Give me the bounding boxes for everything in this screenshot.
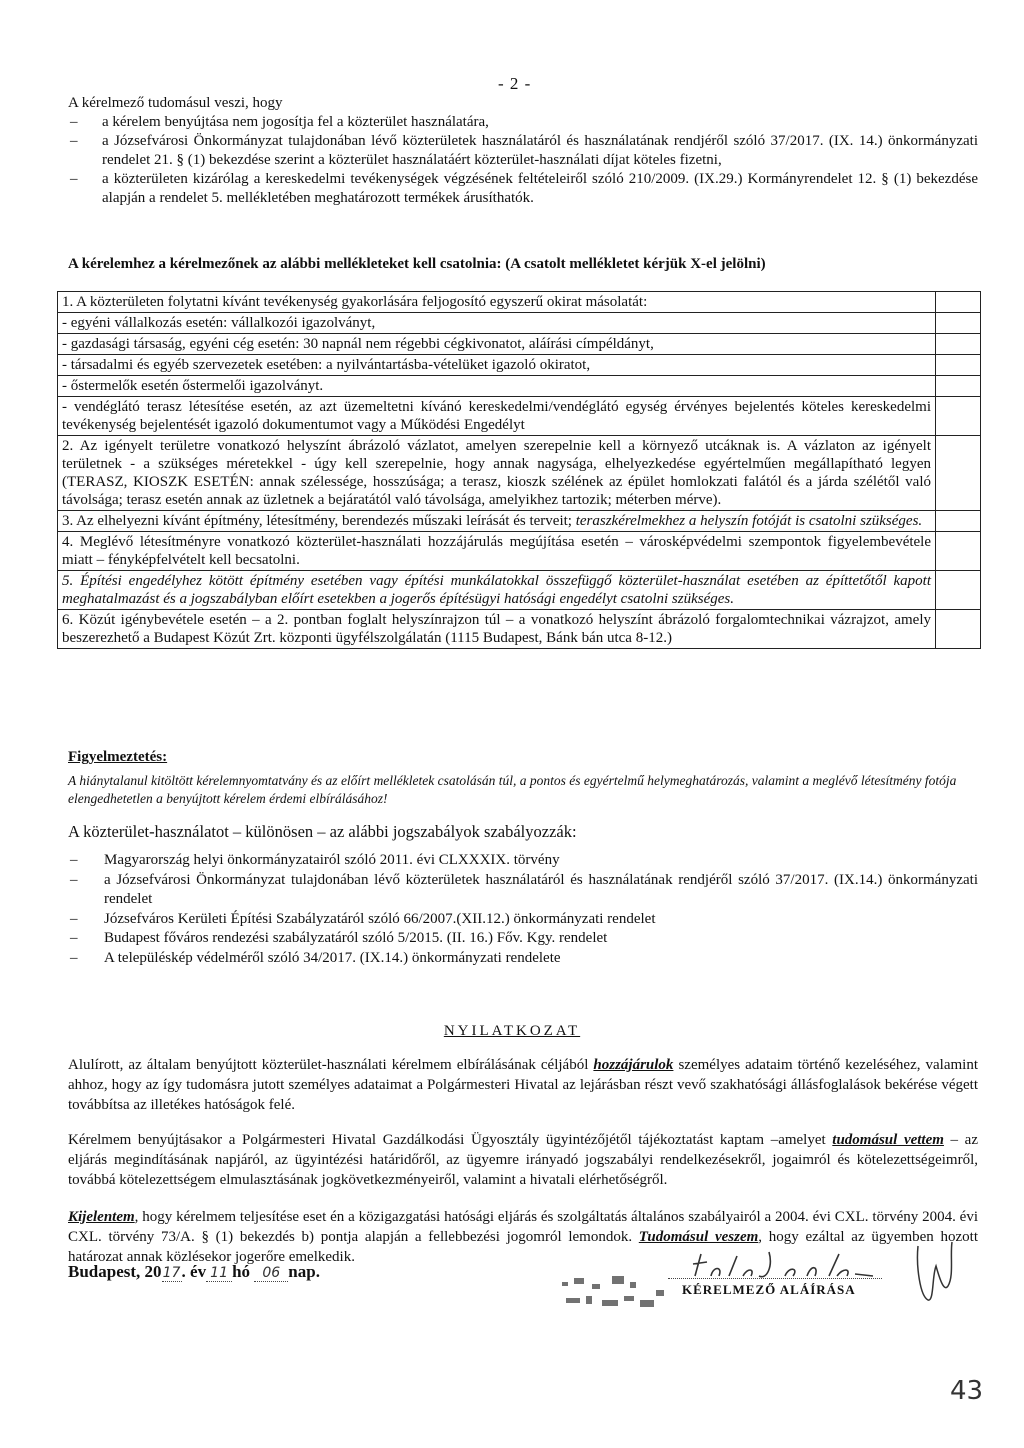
intro-item: – a közterületen kizárólag a kereskedelmi tevékenységek végzésének feltételeiről szóló 210/2009. (IX.29.) Kormányrendelet 12. § (1) bekezdése alapján a rendelet 5. mellékletében meghatározott termékek árusíthatók.	[70, 171, 978, 206]
attachment-checkbox[interactable]	[936, 397, 981, 436]
table-row	[58, 292, 981, 313]
consent-emphasis: hozzájárulok	[593, 1057, 674, 1073]
attachment-text: 6. Közút igénybevétele esetén – a 2. pontban foglalt helyszínrajzon túl – a vonatkozó helyszínt ábrázoló forgalomtechnikai vázrajzot, amely beszerezhető a Budapest Közút Zrt. központi ügyfélszolgálatán (1115 Budapest, Bánk bán utca 8-12.)	[58, 610, 936, 649]
acknowledge-emphasis: Tudomásul veszem	[638, 1229, 759, 1245]
attachments-heading: A kérelemhez a kérelmezőnek az alábbi mellékleteket kell csatolnia: (A csatolt mellékletet kérjük X-el jelölni)	[68, 256, 766, 272]
attachment-text: - vendéglátó terasz létesítése esetén, az azt üzemeltetni kívánó kereskedelmi/vendéglátó egység érvényes bejelentés köteles kereskedelmi tevékenység bejelentését igazoló dokumentumot vagy a Működési Engedélyt	[58, 397, 936, 436]
table-row	[58, 571, 981, 610]
page-number: - 2 -	[498, 74, 532, 93]
law-item: – Magyarország helyi önkormányzatairól szóló 2011. évi CLXXXIX. törvény	[70, 852, 560, 868]
warning-text: A hiánytalanul kitöltött kérelemnyomtatvány és az előírt mellékletek csatolásán túl, a pontos és egyértelmű helymeghatározás, valamint a meglévő létesítmény fotója elengedhetetlen a benyújtott kérelem érdemi elbírálásához!	[68, 773, 957, 806]
attachment-text: 3. Az elhelyezni kívánt építmény, létesítmény, berendezés műszaki leírását és terveit; teraszkérelmekhez a helyszín fotóját is csatolni szükséges.	[58, 511, 936, 532]
attachment-checkbox[interactable]	[936, 313, 981, 334]
table-row	[58, 610, 981, 649]
attachment-text: 4. Meglévő létesítményre vonatkozó közterület-használati hozzájárulás megújítása esetén – városképvédelmi szempontok figyelembevétele miatt – fényképfelvételt kell becsatolni.	[58, 532, 936, 571]
attachment-text: 5. Építési engedélyhez kötött építmény esetében vagy építési munkálatokkal összefüggő közterület-használat esetében az építtetőtől kapott meghatalmazást és a jogszabályban előírt esetekben a jogerős építésügyi hatósági engedélyt csatolni szükséges.	[58, 571, 936, 610]
attachment-checkbox[interactable]	[936, 436, 981, 511]
day-fill[interactable]: 06	[254, 1265, 288, 1282]
attachment-checkbox[interactable]	[936, 511, 981, 532]
intro-item: – a Józsefvárosi Önkormányzat tulajdonában lévő közterületek használatáról és használatának rendjéről szóló 37/2017. (IX. 14.) önkormányzati rendelet 21. § (1) bekezdése szerint a közterület használatáért közterület-használati díjat köteles fizetni,	[70, 133, 978, 168]
declaration-title: NYILATKOZAT	[443, 1023, 581, 1039]
attachments-table	[57, 291, 981, 649]
acknowledged-emphasis: tudomásul vettem	[832, 1132, 944, 1148]
date-field: Budapest, 2017. év 11 hó 06 nap.	[68, 1262, 320, 1281]
declare-emphasis: Kijelentem	[68, 1209, 135, 1225]
attachment-text: - társadalmi és egyéb szervezetek esetében: a nyilvántartásba-vételüket igazoló okiratot,	[58, 355, 936, 376]
declaration-paragraph-waiver: Kijelentem, hogy kérelmem teljesítése eset én a közigazgatási hatósági eljárás és szolgáltatás általános szabályairól a 2004. évi CXL. törvény 2004. évi CXL. törvény 73/A. § (1) bekezdés b) pontja alapján a fellebbezési jogomról lemondok. Tudomásul veszem, hogy ezáltal az ügyemben hozott határozat annak közlésekor jogerőre emelkedik.	[68, 1209, 979, 1265]
year-fill[interactable]: 17	[162, 1265, 181, 1281]
signature-label: KÉRELMEZŐ ALÁÍRÁSA	[682, 1282, 856, 1297]
table-row	[58, 334, 981, 355]
declaration-paragraph-information: Kérelmem benyújtásakor a Polgármesteri Hivatal Gazdálkodási Ügyosztály ügyintézőjétől tájékoztatást kaptam –amelyet tudomásul vettem – az eljárás megindításának napjáról, az ügyintézési határidőről, az ügyemre irányadó jogszabályi rendelkezésekről, jogaimról és kötelezettségeimről, továbbá kötelezettségem elmulasztásának jogkövetkezményeiről, valamint a hivatali elérhetőségről.	[68, 1132, 978, 1188]
attachment-checkbox[interactable]	[936, 376, 981, 397]
attachment-text: 1. A közterületen folytatni kívánt tevékenység gyakorlására feljogosító egyszerű okirat másolatát:	[58, 292, 936, 313]
attachment-text: - gazdasági társaság, egyéni cég esetén: 30 napnál nem régebbi cégkivonatot, aláírási címpéldányt,	[58, 334, 936, 355]
law-item: – Budapest főváros rendezési szabályzatáról szóló 5/2015. (II. 16.) Főv. Kgy. rendelet	[70, 930, 608, 946]
table-row	[58, 355, 981, 376]
table-row	[58, 313, 981, 334]
page-code: 43	[950, 1376, 984, 1406]
intro-item: – a kérelem benyújtása nem jogosítja fel a közterület használatára,	[70, 114, 489, 130]
attachment-checkbox[interactable]	[936, 334, 981, 355]
stamp-mark	[552, 1270, 672, 1318]
intro-heading: A kérelmező tudomásul veszi, hogy	[68, 95, 283, 111]
attachment-text: 2. Az igényelt területre vonatkozó helyszínt ábrázoló vázlatot, amelyen szerepelnie kell a környező utcáknak is. A vázlaton az igényelt területnek - a szükséges méretekkel - úgy kell szerepelnie, hogy annak nagysága, elhelyezkedése egyértelműen megállapítható legyen (TERASZ, KIOSZK ESETÉN: annak szélessége, hosszúsága; a terasz, kioszk szélének az épület homlokzati falától és a járda szélétől való távolsága; terasz esetén annak az üzletnek a bejáratától való távolsága, amelyikhez tartozik; méterben mérve).	[58, 436, 936, 511]
law-item: – A településkép védelméről szóló 34/2017. (IX.14.) önkormányzati rendelete	[70, 949, 561, 966]
month-fill[interactable]: 11	[206, 1265, 232, 1282]
attachment-checkbox[interactable]	[936, 292, 981, 313]
attachment-checkbox[interactable]	[936, 355, 981, 376]
intro-section	[68, 94, 978, 208]
table-row	[58, 532, 981, 571]
warning-heading: Figyelmeztetés:	[68, 749, 168, 765]
handwritten-signature	[689, 1246, 879, 1284]
handwritten-initials	[906, 1236, 960, 1308]
table-row	[58, 511, 981, 532]
laws-list	[68, 851, 978, 968]
attachment-checkbox[interactable]	[936, 532, 981, 571]
table-row	[58, 397, 981, 436]
attachment-text: - egyéni vállalkozás esetén: vállalkozói igazolványt,	[58, 313, 936, 334]
laws-heading: A közterület-használatot – különösen – az alábbi jogszabályok szabályozzák:	[68, 822, 577, 841]
attachment-text: - őstermelők esetén őstermelői igazolványt.	[58, 376, 936, 397]
table-row	[58, 376, 981, 397]
law-item: – Józsefváros Kerületi Építési Szabályzatáról szóló 66/2007.(XII.12.) önkormányzati rendelet	[70, 910, 656, 927]
attachment-text-italic: teraszkérelmekhez a helyszín fotóját is csatolni szükséges.	[575, 513, 923, 529]
attachment-checkbox[interactable]	[936, 571, 981, 610]
law-item: – a Józsefvárosi Önkormányzat tulajdonában lévő közterületek használatáról és használatának rendjéről szóló 37/2017. (IX.14.) önkormányzati rendelet	[70, 871, 978, 907]
declaration-paragraph-consent: Alulírott, az általam benyújtott közterület-használati kérelmem elbírálásának céljából hozzájárulok személyes adataim történő kezeléséhez, valamint ahhoz, hogy az így tudomásra jutott személyes adataimat a Polgármesteri Hivatal az lejárásban részt vevő szakhatósági állásfoglalások bekérése végett továbbítsa az illetékes hatóságok felé.	[68, 1057, 979, 1113]
attachment-checkbox[interactable]	[936, 610, 981, 649]
table-row	[58, 436, 981, 511]
